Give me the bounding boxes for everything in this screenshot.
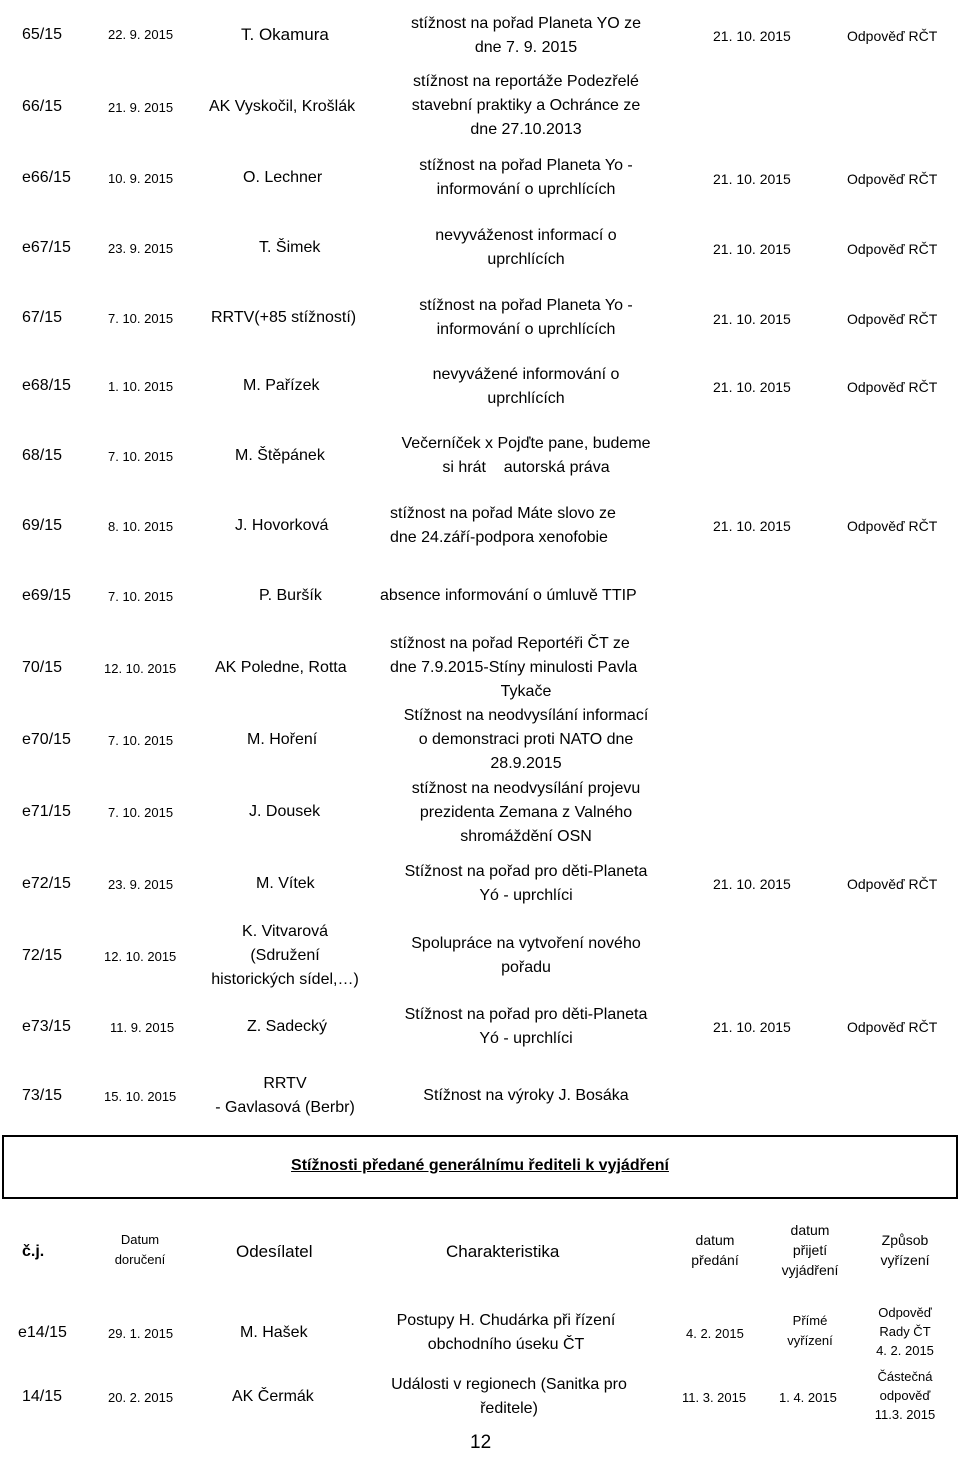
cell-handover: 4. 2. 2015: [686, 1326, 744, 1341]
cell-reply-date: 21. 10. 2015: [713, 311, 791, 327]
cell-reply: Odpověď RČT: [847, 518, 938, 534]
cell-desc: Postupy H. Chudárka při řízení obchodního úseku ČT: [396, 1312, 616, 1353]
cell-desc: nevyvážené informování o uprchlících: [432, 366, 620, 407]
cell-sender: RRTV - Gavlasová (Berbr): [215, 1075, 355, 1116]
cell-reply-date: 21. 10. 2015: [713, 876, 791, 892]
cell-date: 11. 9. 2015: [110, 1020, 175, 1035]
cell-reply: Odpověď RČT: [847, 379, 938, 395]
cell-date: 8. 10. 2015: [108, 519, 174, 534]
cell-cj: e69/15: [22, 587, 71, 604]
cell-date: 29. 1. 2015: [108, 1326, 174, 1341]
cell-cj: e14/15: [18, 1324, 67, 1341]
cell-accept: Přímé vyřízení: [787, 1313, 833, 1348]
header-date: Datum doručení: [114, 1232, 166, 1267]
cell-reply: Odpověď RČT: [847, 311, 938, 327]
cell-cj: e66/15: [22, 169, 71, 186]
cell-desc: absence informování o úmluvě TTIP: [380, 587, 637, 604]
cell-sender: J. Dousek: [249, 803, 321, 820]
header-handover: datum předání: [691, 1232, 739, 1268]
cell-date: 12. 10. 2015: [104, 949, 177, 964]
cell-desc: stížnost na pořad Planeta YO ze dne 7. 9. 2015: [410, 15, 642, 56]
cell-reply: Odpověď RČT: [847, 171, 938, 187]
header-cj: č.j.: [22, 1243, 45, 1260]
cell-sender: AK Čermák: [232, 1388, 314, 1405]
cell-date: 7. 10. 2015: [108, 311, 174, 326]
page-number: 12: [470, 1432, 492, 1453]
cell-reply: Odpověď RČT: [847, 1019, 938, 1035]
cell-cj: 65/15: [22, 26, 63, 43]
cell-method: Částečná odpověď 11.3. 2015: [874, 1369, 936, 1422]
cell-reply-date: 21. 10. 2015: [713, 379, 791, 395]
cell-sender: P. Buršík: [259, 587, 322, 604]
table-border: [2, 1197, 958, 1199]
cell-date: 10. 9. 2015: [108, 171, 174, 186]
cell-cj: e71/15: [22, 803, 71, 820]
cell-sender: T. Šimek: [259, 239, 321, 256]
cell-desc: Večerníček x Pojďte pane, budeme si hrát autorská práva: [401, 435, 651, 476]
cell-desc: stížnost na neodvysílání projevu prezidenta Zemana z Valného shromáždění OSN: [411, 780, 641, 845]
cell-reply-date: 21. 10. 2015: [713, 28, 791, 44]
header-method: Způsob vyřízení: [880, 1232, 930, 1268]
cell-cj: e70/15: [22, 731, 71, 748]
cell-cj: 66/15: [22, 98, 63, 115]
cell-date: 7. 10. 2015: [108, 449, 174, 464]
cell-desc: Spolupráce na vytvoření nového pořadu: [411, 935, 641, 976]
cell-desc: stížnost na pořad Reportéři ČT ze dne 7.9.2015-Stíny minulosti Pavla Tykače: [390, 635, 638, 700]
cell-desc: stížnost na reportáže Podezřelé stavební praktiky a Ochránce ze dne 27.10.2013: [411, 73, 641, 138]
cell-sender: Z. Sadecký: [247, 1018, 328, 1035]
cell-handover: 11. 3. 2015: [682, 1390, 747, 1405]
table-border: [2, 1135, 958, 1137]
cell-sender: M. Štěpánek: [235, 447, 325, 464]
cell-sender: M. Vítek: [256, 875, 315, 892]
section-title: Stížnosti předané generálnímu řediteli k vyjádření: [291, 1157, 669, 1174]
cell-desc: Stížnost na pořad pro děti-Planeta Yó - uprchlíci: [404, 863, 648, 904]
cell-reply-date: 21. 10. 2015: [713, 241, 791, 257]
cell-date: 7. 10. 2015: [108, 805, 174, 820]
cell-date: 7. 10. 2015: [108, 589, 174, 604]
cell-cj: 67/15: [22, 309, 63, 326]
cell-desc: Stížnost na výroky J. Bosáka: [423, 1087, 629, 1104]
cell-reply-date: 21. 10. 2015: [713, 1019, 791, 1035]
cell-sender: AK Poledne, Rotta: [215, 659, 347, 676]
cell-cj: 68/15: [22, 447, 63, 464]
cell-sender: T. Okamura: [241, 25, 329, 44]
cell-date: 1. 10. 2015: [108, 379, 174, 394]
cell-reply: Odpověď RČT: [847, 28, 938, 44]
cell-cj: e68/15: [22, 377, 71, 394]
cell-sender: K. Vitvarová (Sdružení historických sídel,…): [211, 923, 359, 988]
cell-sender: O. Lechner: [243, 169, 323, 186]
cell-cj: 73/15: [22, 1087, 63, 1104]
cell-desc: Události v regionech (Sanitka pro ředitele): [391, 1376, 627, 1417]
header-accept: datum přijetí vyjádření: [781, 1222, 839, 1278]
cell-date: 7. 10. 2015: [108, 733, 174, 748]
cell-desc: Stížnost na pořad pro děti-Planeta Yó - uprchlíci: [404, 1006, 648, 1047]
cell-reply: Odpověď RČT: [847, 876, 938, 892]
header-desc: Charakteristika: [446, 1242, 560, 1261]
cell-reply-date: 21. 10. 2015: [713, 518, 791, 534]
cell-reply: Odpověď RČT: [847, 241, 938, 257]
cell-desc: nevyváženost informací o uprchlících: [435, 227, 617, 268]
cell-date: 12. 10. 2015: [104, 661, 177, 676]
cell-reply-date: 21. 10. 2015: [713, 171, 791, 187]
cell-cj: 72/15: [22, 947, 63, 964]
cell-desc: Stížnost na neodvysílání informací o demonstraci proti NATO dne 28.9.2015: [403, 707, 649, 772]
cell-date: 22. 9. 2015: [108, 27, 174, 42]
cell-sender: RRTV(+85 stížností): [211, 309, 357, 326]
cell-cj: e72/15: [22, 875, 71, 892]
cell-accept: 1. 4. 2015: [779, 1390, 837, 1405]
cell-method: Odpověď Rady ČT 4. 2. 2015: [876, 1305, 934, 1358]
cell-date: 21. 9. 2015: [108, 100, 174, 115]
cell-date: 15. 10. 2015: [104, 1089, 177, 1104]
cell-cj: 69/15: [22, 517, 63, 534]
cell-desc: stížnost na pořad Máte slovo ze dne 24.září-podpora xenofobie: [390, 505, 616, 546]
cell-sender: AK Vyskočil, Krošlák: [209, 98, 356, 115]
cell-cj: 70/15: [22, 659, 63, 676]
cell-desc: stížnost na pořad Planeta Yo - informování o uprchlících: [419, 157, 633, 198]
cell-date: 23. 9. 2015: [108, 241, 174, 256]
cell-cj: e73/15: [22, 1018, 71, 1035]
cell-date: 23. 9. 2015: [108, 877, 174, 892]
cell-sender: M. Hoření: [247, 731, 318, 748]
cell-sender: M. Pařízek: [243, 377, 320, 394]
cell-date: 20. 2. 2015: [108, 1390, 174, 1405]
cell-cj: 14/15: [22, 1388, 63, 1405]
cell-cj: e67/15: [22, 239, 71, 256]
cell-sender: M. Hašek: [240, 1324, 308, 1341]
cell-desc: stížnost na pořad Planeta Yo - informování o uprchlících: [419, 297, 633, 338]
cell-sender: J. Hovorková: [235, 517, 329, 534]
header-sender: Odesílatel: [236, 1242, 313, 1261]
